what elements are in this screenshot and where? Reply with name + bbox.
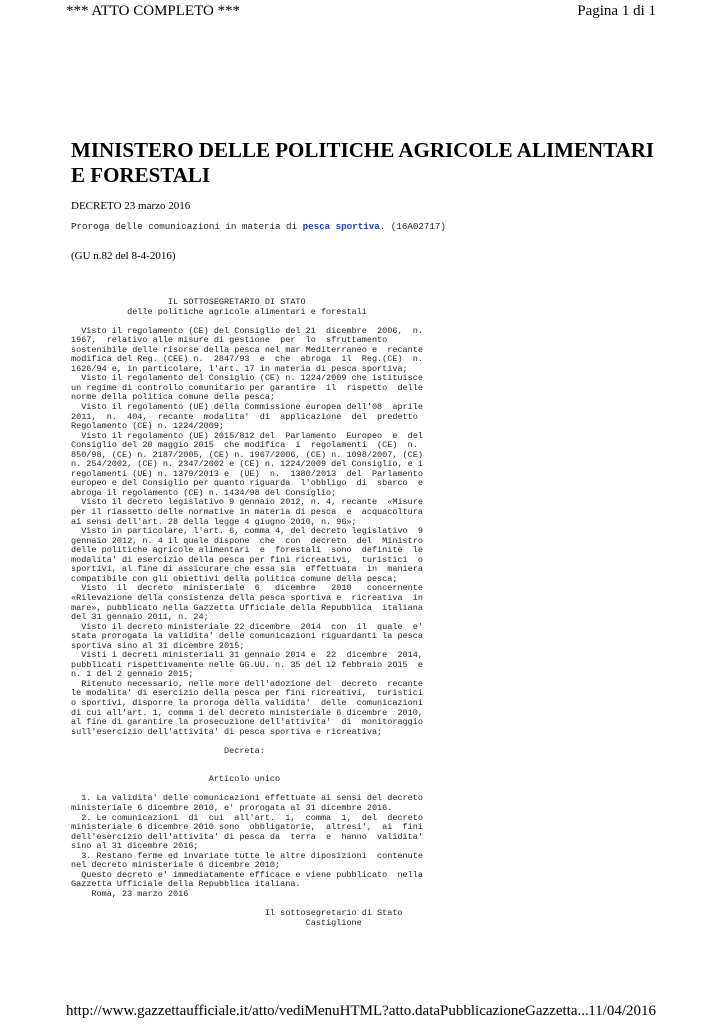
source-url: http://www.gazzettaufficiale.it/atto/vediMenuHTML?atto.dataPubblicazioneGazzetta... bbox=[66, 1003, 589, 1019]
body-line: norme della politica comune della pesca; bbox=[71, 392, 276, 403]
decree-date: DECRETO 23 marzo 2016 bbox=[71, 200, 191, 212]
body-line: pubblicati rispettivamente nelle GG.UU. n. 35 del 12 febbraio 2015 e bbox=[71, 659, 423, 670]
body-line: compatibile con gli obiettivi della politica comune della pesca; bbox=[71, 573, 398, 584]
body-line: Visto il decreto ministeriale 22 dicembre 2014 con il quale e' bbox=[71, 621, 423, 632]
body-line: ministeriale 6 dicembre 2010 sono obbligatorie, altresi', ai fini bbox=[71, 822, 423, 833]
body-line: 3. Restano ferme ed invariate tutte le altre diposizioni contenute bbox=[71, 850, 423, 861]
body-line: Il sottosegretario di Stato bbox=[71, 908, 403, 918]
decree-body bbox=[71, 298, 423, 928]
body-line: europeo e del Consiglio per quanto riguarda l'obbligo di sbarco e bbox=[71, 478, 423, 489]
decree-subject-prefix: Proroga delle comunicazioni in materia di bbox=[71, 221, 303, 232]
body-line: n. 254/2002, (CE) n. 2347/2002 e (CE) n. 1224/2009 del Consiglio, e i bbox=[71, 459, 423, 470]
body-line: al fine di garantire la prosecuzione dell'attivita' di monitoraggio bbox=[71, 717, 423, 728]
body-line: IL SOTTOSEGRETARIO DI STATO bbox=[71, 297, 306, 307]
body-line: 1. La validita' delle comunicazioni effettuate ai sensi del decreto bbox=[71, 793, 423, 804]
body-line: 1967, relativo alle misure di gestione per lo sfruttamento bbox=[71, 335, 388, 346]
body-line: Visto il decreto ministeriale 6 dicembre 2010 concernente bbox=[71, 583, 423, 594]
body-line: 850/98, (CE) n. 2187/2005, (CE) n. 1967/2006, (CE) n. 1098/2007, (CE) bbox=[71, 449, 423, 460]
body-line: 1626/94 e, in particolare, l'art. 17 in materia di pesca sportiva; bbox=[71, 363, 408, 374]
body-line: Regolamento (CE) n. 1224/2009; bbox=[71, 421, 225, 432]
body-line: Gazzetta Ufficiale della Repubblica italiana. bbox=[71, 879, 301, 890]
body-line: Castiglione bbox=[71, 917, 362, 928]
body-line: o sportivi, disporre la proroga della validita' delle comunicazioni bbox=[71, 697, 423, 708]
body-line: un regime di controllo comunitario per garantire il rispetto delle bbox=[71, 382, 423, 393]
body-line: sostenibile delle risorse della pesca nel mar Mediterraneo e recante bbox=[71, 344, 423, 355]
body-line: modalita' di esercizio della pesca per fini ricreativi, turistici o bbox=[71, 554, 423, 565]
body-line: sportiva sino al 31 dicembre 2015; bbox=[71, 640, 245, 651]
body-line: nel decreto ministeriale 6 dicembre 2010; bbox=[71, 860, 281, 871]
body-line: Visti i decreti ministeriali 31 gennaio 2014 e 22 dicembre 2014, bbox=[71, 650, 423, 661]
body-line: Ritenuto necessario, nelle more dell'adozione del decreto recante bbox=[71, 678, 423, 689]
body-line: Roma, 23 marzo 2016 bbox=[71, 888, 189, 899]
body-line: sportivi, al fine di assicurare che essa sia effettuata in maniera bbox=[71, 564, 423, 575]
body-line: n. 1 del 2 gennaio 2015; bbox=[71, 669, 194, 680]
gazette-reference: (GU n.82 del 8-4-2016) bbox=[71, 250, 176, 262]
body-line: Visto il regolamento (UE) 2015/812 del Parlamento Europeo e del bbox=[71, 430, 423, 441]
body-line: gennaio 2012, n. 4 il quale dispone che con decreto del Ministro bbox=[71, 535, 423, 546]
body-line: di cui all'art. 1, comma 1 del decreto ministeriale 6 dicembre 2010, bbox=[71, 707, 423, 718]
body-line: 2. Le comunicazioni di cui all'art. 1, comma 1, del decreto bbox=[71, 812, 423, 823]
body-line: Consiglio del 20 maggio 2015 che modifica i regolamenti (CE) n. bbox=[71, 440, 418, 451]
body-line: regolamenti (UE) n. 1379/2013 e (UE) n. 1380/2013 del Parlamento bbox=[71, 468, 423, 479]
body-line: abroga il regolamento (CE) n. 1434/98 del Consiglio; bbox=[71, 487, 337, 498]
body-line: delle politiche agricole alimentari e forestali sono definite le bbox=[71, 545, 423, 556]
decree-subject-keyword: pesca sportiva bbox=[302, 221, 380, 232]
body-line: Questo decreto e' immediatamente efficace e viene pubblicato nella bbox=[71, 869, 423, 880]
decree-subject-suffix: . (16A02717) bbox=[379, 221, 446, 232]
body-line: dell'esercizio dell'attivita' di pesca da terra e hanno validita' bbox=[71, 831, 423, 842]
page-number: Pagina 1 di 1 bbox=[577, 3, 656, 19]
body-line: Articolo unico bbox=[71, 774, 281, 785]
ministry-title bbox=[71, 138, 671, 188]
print-date: 11/04/2016 bbox=[588, 1003, 656, 1019]
body-line: Visto il decreto legislativo 9 gennaio 2012, n. 4, recante «Misure bbox=[71, 497, 423, 508]
body-line: Visto il regolamento (CE) del Consiglio del 21 dicembre 2006, n. bbox=[71, 325, 423, 336]
ministry-title-line-2: E FORESTALI bbox=[71, 163, 211, 187]
body-line: sino al 31 dicembre 2016; bbox=[71, 841, 199, 852]
body-line: del 31 gennaio 2011, n. 24; bbox=[71, 612, 209, 623]
decree-subject bbox=[71, 221, 446, 232]
body-line: delle politiche agricole alimentari e forestali bbox=[71, 306, 367, 317]
body-line: per il riassetto delle normative in materia di pesca e acquacoltura bbox=[71, 507, 423, 518]
body-line: Visto il regolamento (UE) della Commissione europea dell'08 aprile bbox=[71, 402, 423, 413]
body-line: sull'esercizio dell'attivita' di pesca sportiva e ricreativa; bbox=[71, 726, 383, 737]
body-line: ai sensi dell'art. 28 della legge 4 giugno 2010, n. 96»; bbox=[71, 516, 357, 527]
body-line: 2011, n. 404, recante modalita' di applicazione del predetto bbox=[71, 411, 418, 422]
body-line: mare», pubblicato nella Gazzetta Ufficiale della Repubblica italiana bbox=[71, 602, 423, 613]
body-line: Visto in particolare, l'art. 6, comma 4, del decreto legislativo 9 bbox=[71, 526, 423, 537]
body-line: stata prorogata la validita' delle comunicazioni riguardanti la pesca bbox=[71, 631, 423, 642]
body-line: le modalita' di esercizio della pesca per fini ricreativi, turistici bbox=[71, 688, 423, 699]
body-line: «Rilevazione della consistenza della pesca sportiva e ricreativa in bbox=[71, 592, 423, 603]
print-header-label: *** ATTO COMPLETO *** bbox=[66, 3, 241, 19]
ministry-title-line-1: MINISTERO DELLE POLITICHE AGRICOLE ALIMENTARI bbox=[71, 138, 655, 162]
body-line: modifica del Reg. (CEE) n. 2847/93 e che abroga il Reg.(CE) n. bbox=[71, 354, 423, 365]
body-line: ministeriale 6 dicembre 2010, e' prorogata al 31 dicembre 2016. bbox=[71, 802, 393, 813]
body-line: Decreta: bbox=[71, 745, 265, 756]
body-line: Visto il regolamento del Consiglio (CE) n. 1224/2009 che istituisce bbox=[71, 373, 423, 384]
